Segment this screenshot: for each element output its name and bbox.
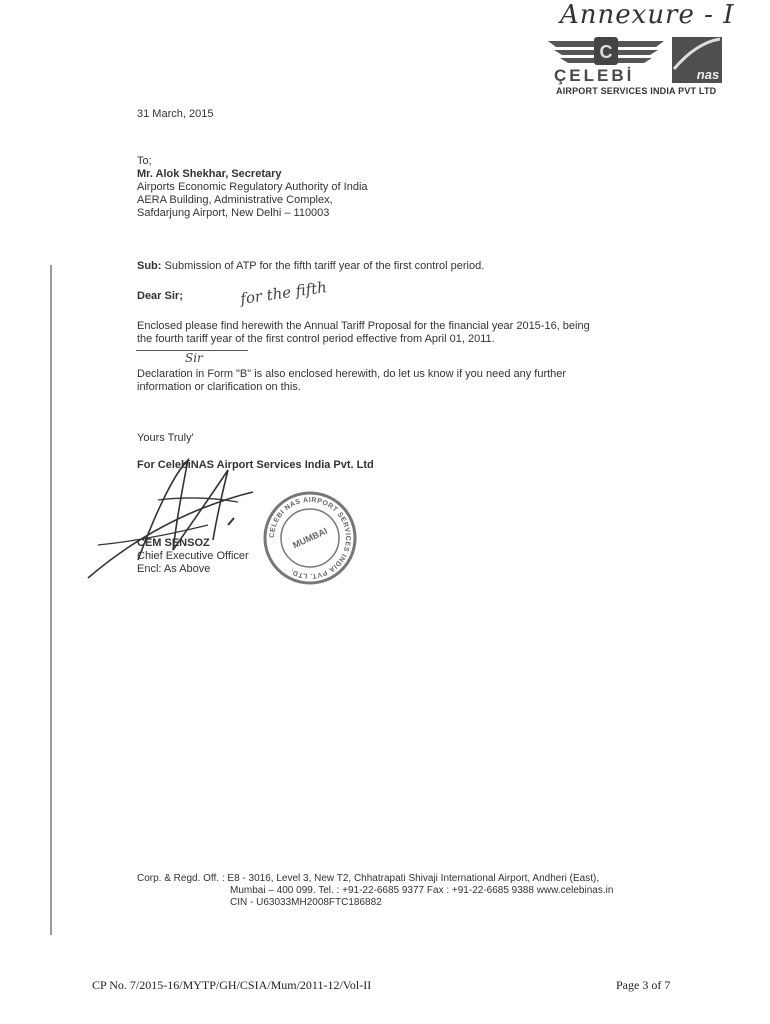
address-line3: Safdarjung Airport, New Delhi – 110003 xyxy=(137,207,330,219)
paragraph-declaration-line1: Declaration in Form "B" is also enclosed herewith, do let us know if you need any further xyxy=(137,368,567,380)
office-footer xyxy=(137,873,613,909)
strike-through-line xyxy=(136,350,248,351)
paragraph-proposal-line1: Enclosed please find herewith the Annual Tariff Proposal for the financial year 2015-16, being xyxy=(137,320,590,332)
for-company: For CelebiNAS Airport Services India Pvt. Ltd xyxy=(137,459,374,471)
logo-subtitle: AIRPORT SERVICES INDIA PVT LTD xyxy=(556,86,717,96)
enclosure-note: Encl: As Above xyxy=(137,563,211,575)
address-line1: Airports Economic Regulatory Authority of India xyxy=(137,181,368,193)
address-block xyxy=(137,155,368,220)
subject-line xyxy=(137,260,484,273)
address-to: To; xyxy=(137,155,152,167)
svg-text:ÇELEBİ: ÇELEBİ xyxy=(554,66,635,85)
footer-line3: CIN - U63033MH2008FTC186882 xyxy=(230,897,382,908)
subject-label: Sub: xyxy=(137,260,162,272)
svg-text:nas: nas xyxy=(696,67,720,82)
signatory-title: Chief Executive Officer xyxy=(137,550,249,562)
svg-text:CELEBI NAS AIRPORT SERVICES IN: CELEBI NAS AIRPORT SERVICES INDIA PVT. LTD. xyxy=(268,496,352,580)
handwritten-note-sir: Sir xyxy=(185,351,203,365)
signatory-block xyxy=(137,537,249,576)
signatory-name: CEM SENSOZ xyxy=(137,537,210,549)
annexure-label: Annexure - I xyxy=(560,0,735,30)
footer-line2: Mumbai – 400 099. Tel. : +91-22-6685 9377 Fax : +91-22-6685 9388 www.celebinas.in xyxy=(230,885,614,896)
letter-date: 31 March, 2015 xyxy=(137,108,214,120)
company-seal xyxy=(262,490,358,586)
subject-text: Submission of ATP for the fifth tariff year of the first control period. xyxy=(161,260,485,272)
cp-number: CP No. 7/2015-16/MYTP/GH/CSIA/Mum/2011-12/Vol-II xyxy=(92,978,372,992)
handwritten-note-fifth: for the fifth xyxy=(239,278,328,308)
address-line2: AERA Building, Administrative Complex, xyxy=(137,194,333,206)
svg-text:MUMBAI: MUMBAI xyxy=(291,525,329,551)
salutation: Dear Sir; xyxy=(137,290,183,302)
page-number: Page 3 of 7 xyxy=(616,978,671,992)
paragraph-proposal xyxy=(137,320,677,346)
paragraph-declaration-line2: information or clarification on this. xyxy=(137,381,301,393)
svg-text:C: C xyxy=(599,42,613,62)
footer-line1: Corp. & Regd. Off. : E8 - 3016, Level 3, New T2, Chhatrapati Shivaji International Airport, Andheri (East), xyxy=(137,873,600,884)
paragraph-declaration xyxy=(137,368,677,394)
paragraph-proposal-line2: the fourth tariff year of the first control period effective from April 01, 2011. xyxy=(137,333,495,345)
scan-margin-line xyxy=(50,265,52,935)
closing: Yours Truly' xyxy=(137,432,194,444)
address-name: Mr. Alok Shekhar, Secretary xyxy=(137,168,282,180)
